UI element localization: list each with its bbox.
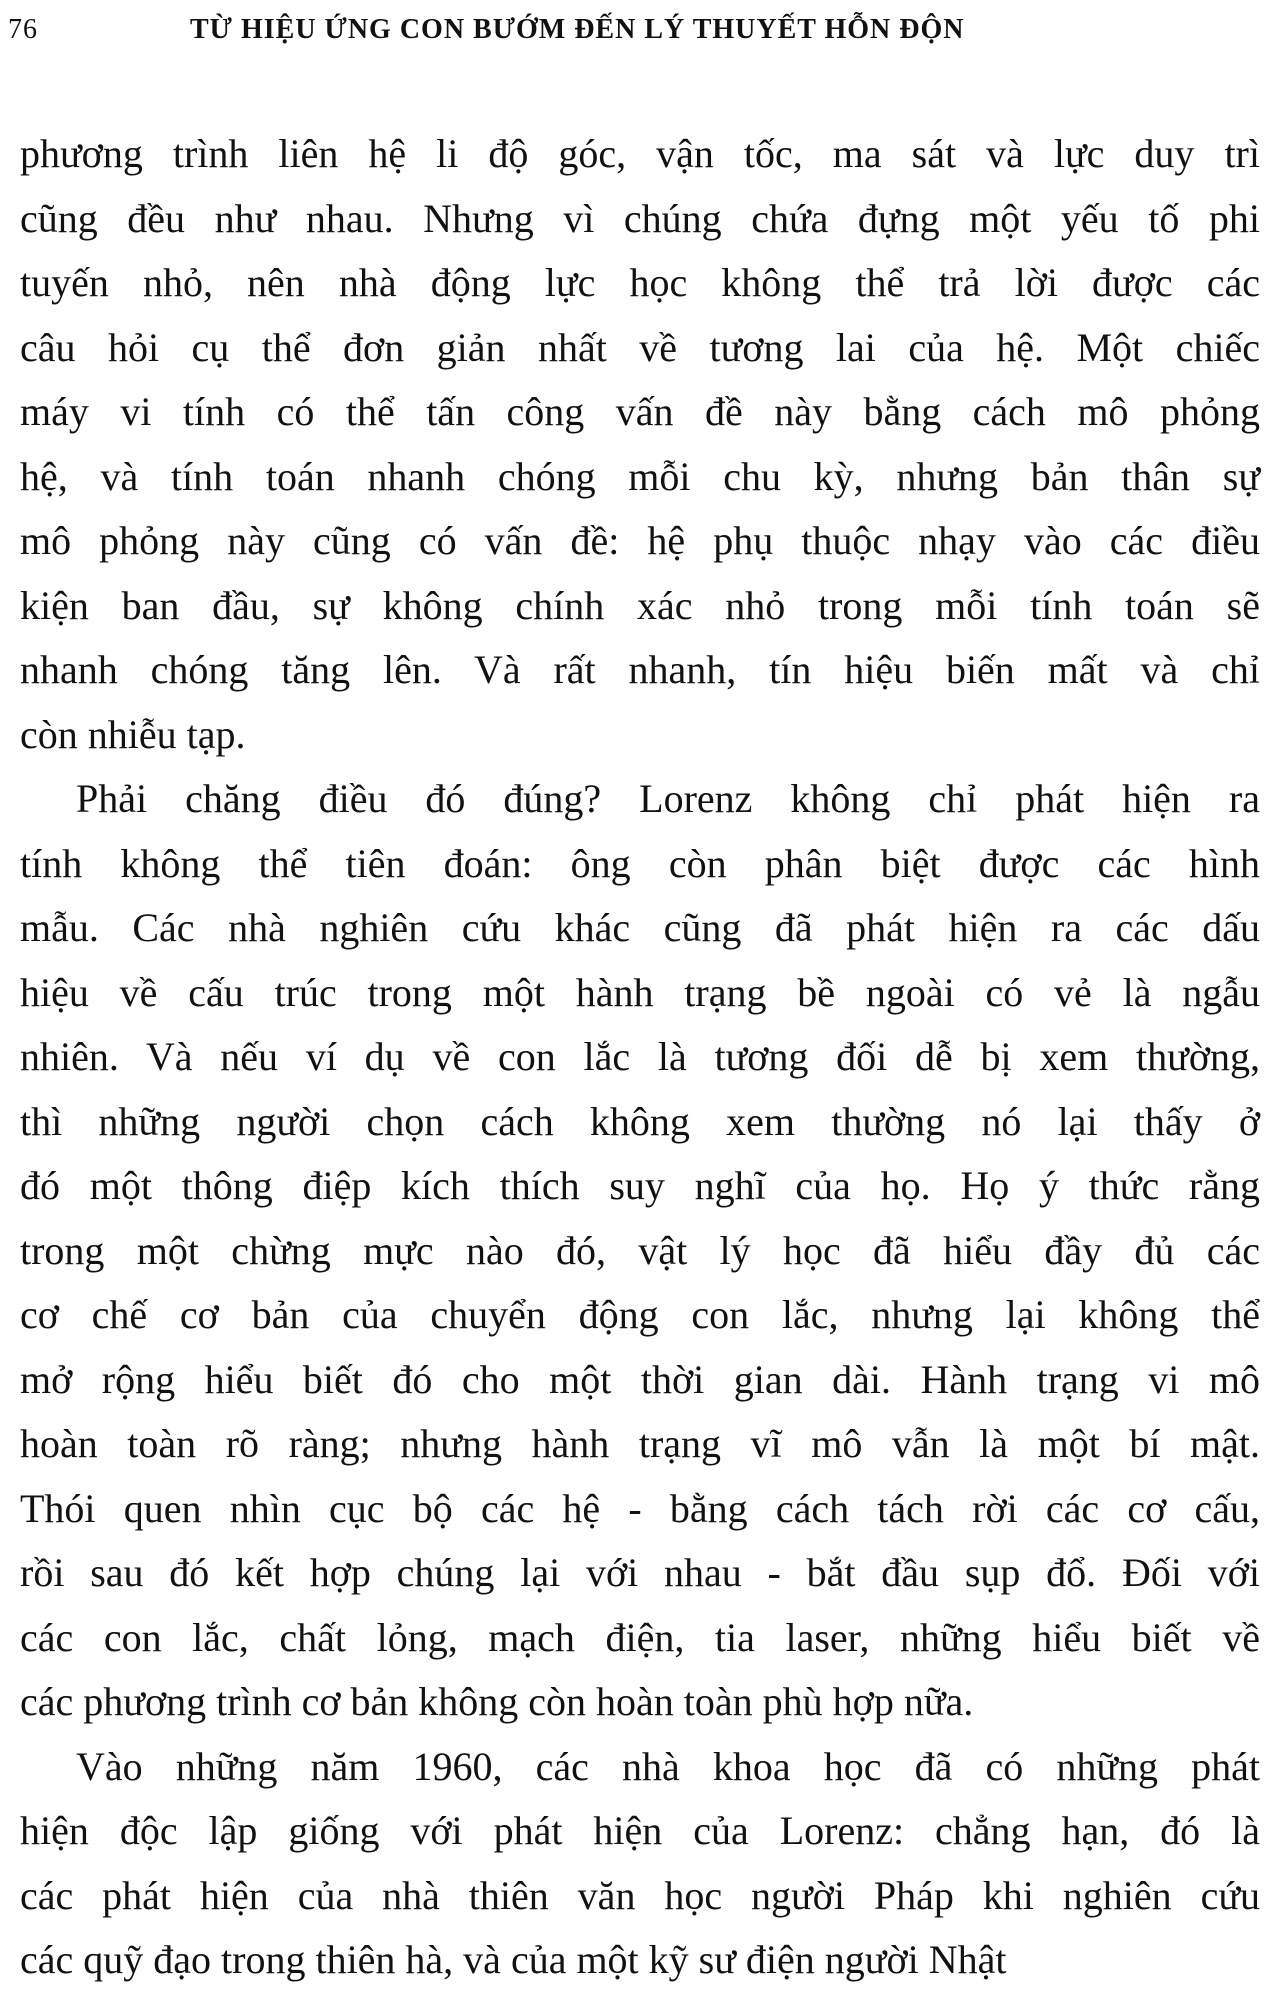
text-line: các phát hiện của nhà thiên văn học người Pháp khi nghiên cứu (20, 1872, 1260, 1918)
paragraph (20, 122, 1260, 767)
text-line: Thói quen nhìn cục bộ các hệ - bằng cách tách rời các cơ cấu, (20, 1485, 1260, 1531)
text-line: mở rộng hiểu biết đó cho một thời gian dài. Hành trạng vi mô (20, 1356, 1260, 1402)
paragraph (20, 767, 1260, 1735)
text-line: hoàn toàn rõ ràng; nhưng hành trạng vĩ mô vẫn là một bí mật. (20, 1421, 1260, 1466)
text-line: Phải chăng điều đó đúng? Lorenz không chỉ phát hiện ra (76, 776, 1260, 821)
body-text (20, 122, 1260, 1993)
text-line: các quỹ đạo trong thiên hà, và của một kỹ sư điện người Nhật (20, 1937, 1007, 1982)
text-line: câu hỏi cụ thể đơn giản nhất về tương lai của hệ. Một chiếc (20, 324, 1260, 370)
text-line: cơ chế cơ bản của chuyển động con lắc, nhưng lại không thể (20, 1292, 1260, 1337)
text-line: tính không thể tiên đoán: ông còn phân biệt được các hình (20, 840, 1260, 886)
page-number: 76 (8, 14, 38, 45)
text-line: mô phỏng này cũng có vấn đề: hệ phụ thuộc nhạy vào các điều (20, 518, 1260, 563)
text-line: trong một chừng mực nào đó, vật lý học đã hiểu đầy đủ các (20, 1227, 1260, 1273)
text-line: rồi sau đó kết hợp chúng lại với nhau - bắt đầu sụp đổ. Đối với (20, 1550, 1260, 1595)
text-line: hệ, và tính toán nhanh chóng mỗi chu kỳ, nhưng bản thân sự (20, 453, 1260, 499)
text-line: tuyến nhỏ, nên nhà động lực học không thể trả lời được các (20, 260, 1260, 305)
text-line: cũng đều như nhau. Nhưng vì chúng chứa đựng một yếu tố phi (20, 195, 1260, 241)
text-line: đó một thông điệp kích thích suy nghĩ của họ. Họ ý thức rằng (20, 1163, 1260, 1208)
text-line: các con lắc, chất lỏng, mạch điện, tia laser, những hiểu biết về (20, 1614, 1260, 1660)
text-line: mẫu. Các nhà nghiên cứu khác cũng đã phát hiện ra các dấu (20, 905, 1260, 950)
text-line: nhiên. Và nếu ví dụ về con lắc là tương đối dễ bị xem thường, (20, 1034, 1260, 1079)
paragraph (20, 1735, 1260, 1993)
text-line: kiện ban đầu, sự không chính xác nhỏ trong mỗi tính toán sẽ (20, 582, 1260, 628)
text-line: phương trình liên hệ li độ góc, vận tốc, ma sát và lực duy trì (20, 131, 1260, 176)
text-line: thì những người chọn cách không xem thường nó lại thấy ở (20, 1098, 1260, 1144)
text-line: các phương trình cơ bản không còn hoàn toàn phù hợp nữa. (20, 1679, 974, 1724)
running-header (0, 6, 1280, 56)
text-line: còn nhiễu tạp. (20, 711, 246, 757)
text-line: hiện độc lập giống với phát hiện của Lorenz: chẳng hạn, đó là (20, 1808, 1260, 1853)
text-line: Vào những năm 1960, các nhà khoa học đã có những phát (76, 1743, 1260, 1789)
text-line: hiệu về cấu trúc trong một hành trạng bề ngoài có vẻ là ngẫu (20, 969, 1260, 1015)
text-line: nhanh chóng tăng lên. Và rất nhanh, tín hiệu biến mất và chỉ (20, 647, 1260, 692)
running-title: TỪ HIỆU ỨNG CON BƯỚM ĐẾN LÝ THUYẾT HỖN ĐỘN (190, 14, 965, 45)
text-line: máy vi tính có thể tấn công vấn đề này bằng cách mô phỏng (20, 389, 1260, 434)
